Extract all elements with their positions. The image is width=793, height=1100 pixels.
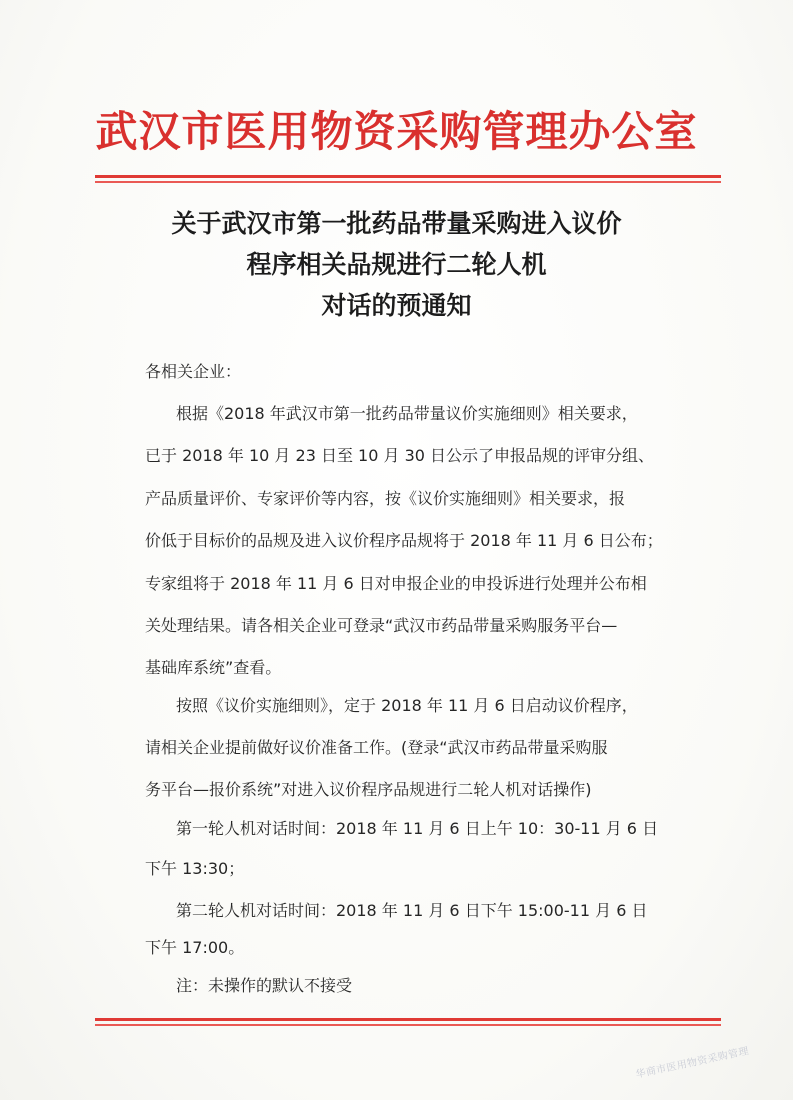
salutation: 各相关企业： (145, 362, 242, 381)
round2-line: 第二轮人机对话时间：2018 年 11 月 6 日下午 15:00-11 月 6 日 (176, 901, 648, 920)
note: 注：未操作的默认不接受 (176, 976, 353, 995)
organization-header: 武汉市医用物资采购管理办公室 (95, 107, 698, 156)
title-line-1: 关于武汉市第一批药品带量采购进入议价 (171, 209, 622, 238)
round1-line: 第一轮人机对话时间：2018 年 11 月 6 日上午 10：30-11 月 6 日 (176, 819, 659, 838)
title-line-2: 程序相关品规进行二轮人机 (246, 250, 547, 279)
paragraph1-line: 价低于目标价的品规及进入议价程序品规将于 2018 年 11 月 6 日公布； (145, 531, 663, 550)
round2-line: 下午 17:00。 (145, 938, 245, 957)
paragraph1-line: 关处理结果。请各相关企业可登录“武汉市药品带量采购服务平台— (145, 616, 618, 635)
paragraph1-line: 根据《2018 年武汉市第一批药品带量议价实施细则》相关要求， (176, 404, 638, 423)
paragraph1-line: 已于 2018 年 10 月 23 日至 10 月 30 日公示了申报品规的评审分组、 (145, 446, 655, 465)
document-title (0, 203, 793, 326)
watermark: 华商市医用物资采购管理 (634, 1045, 751, 1081)
paragraph1-line: 基础库系统”查看。 (145, 658, 282, 677)
paragraph2-line: 按照《议价实施细则》，定于 2018 年 11 月 6 日启动议价程序， (176, 696, 638, 715)
footer-rule-thin (95, 1024, 721, 1026)
round1-line: 下午 13:30； (145, 859, 245, 878)
paragraph2-line: 请相关企业提前做好议价准备工作。(登录“武汉市药品带量采购服 (145, 738, 608, 757)
paragraph1-line: 专家组将于 2018 年 11 月 6 日对申报企业的申投诉进行处理并公布相 (145, 574, 647, 593)
paragraph1-line: 产品质量评价、专家评价等内容，按《议价实施细则》相关要求，报 (145, 489, 626, 508)
title-line-3: 对话的预通知 (321, 291, 472, 320)
header-rule-thick (95, 175, 721, 178)
paragraph2-line: 务平台—报价系统”对进入议价程序品规进行二轮人机对话操作) (145, 780, 592, 799)
footer-rule-thick (95, 1018, 721, 1021)
header-rule-thin (95, 181, 721, 183)
